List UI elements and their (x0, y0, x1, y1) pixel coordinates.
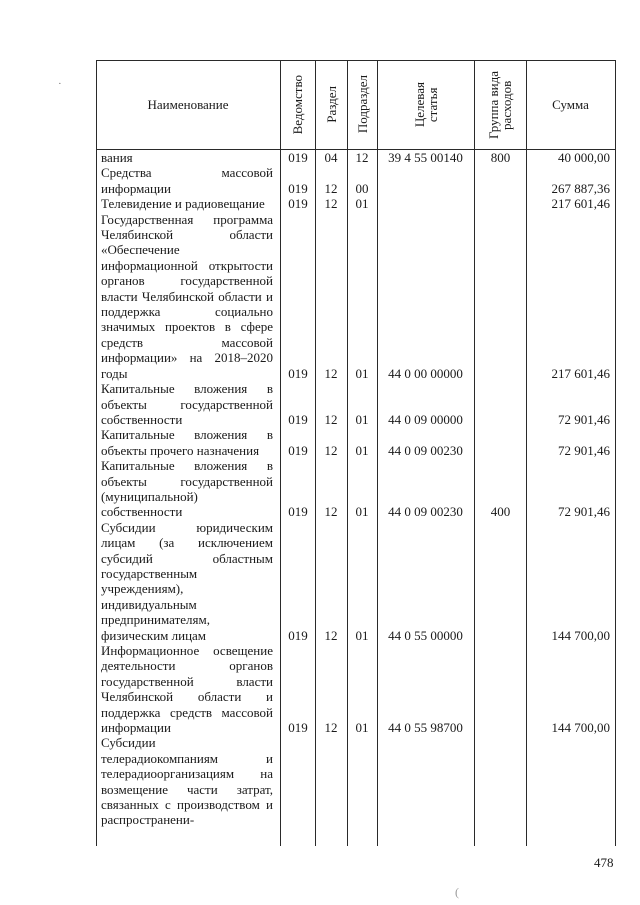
target-article-cell: 39 4 55 00140 (388, 150, 463, 165)
table-row (0, 381, 640, 427)
subsection-code-cell: 01 (355, 411, 369, 427)
table-row (0, 427, 640, 458)
header-razdel: Раздел (323, 86, 339, 123)
subsection-code-cell: 01 (355, 720, 369, 736)
expense-group-cell: 400 (490, 504, 511, 520)
header-name: Наименование (147, 96, 229, 112)
target-article-cell: 44 0 09 00230 (388, 442, 463, 458)
subsection-code-cell: 01 (355, 442, 369, 458)
table-row (0, 212, 640, 381)
page-number: 478 (594, 855, 614, 870)
header-vedomstvo: Ведомство (290, 74, 305, 135)
margin-mark: ( (455, 885, 459, 899)
table-row (0, 735, 640, 827)
agency-code-cell: 019 (288, 442, 308, 458)
section-code-cell: 12 (324, 504, 338, 520)
agency-code-cell: 019 (288, 150, 308, 165)
section-code-cell: 12 (324, 720, 338, 736)
margin-mark: · (58, 78, 62, 90)
amount-cell: 72 901,46 (558, 442, 610, 458)
row-name-cell: Субсидии телерадиокомпаниям и телерадиоорганизациям на возмещение части затрат, связанных с производством и распространени- (101, 735, 273, 828)
row-name-cell: Капитальные вложения в объекты государственной (муниципальной) собственности (101, 458, 273, 520)
header-gruppa-vida-rashodov: Группа вида расходов (486, 70, 514, 139)
section-code-cell: 12 (324, 196, 338, 212)
agency-code-cell: 019 (288, 180, 308, 196)
table-row (0, 165, 640, 196)
table-row (0, 520, 640, 643)
target-article-cell: 44 0 55 98700 (388, 720, 463, 736)
amount-cell: 267 887,36 (551, 180, 610, 196)
table-row (0, 150, 640, 165)
agency-code-cell: 019 (288, 411, 308, 427)
section-code-cell: 12 (324, 365, 338, 381)
section-code-cell: 12 (324, 180, 338, 196)
amount-cell: 217 601,46 (551, 365, 610, 381)
subsection-code-cell: 12 (355, 150, 369, 165)
section-code-cell: 12 (324, 411, 338, 427)
amount-cell: 72 901,46 (558, 504, 610, 520)
subsection-code-cell: 00 (355, 180, 369, 196)
agency-code-cell: 019 (288, 365, 308, 381)
header-podrazdel: Подраздел (354, 75, 370, 134)
table-row (0, 458, 640, 520)
section-code-cell: 12 (324, 627, 338, 643)
row-name-cell: Телевидение и радиовещание (101, 196, 265, 212)
target-article-cell: 44 0 09 00230 (388, 504, 463, 520)
table-row (0, 643, 640, 735)
amount-cell: 40 000,00 (558, 150, 610, 165)
row-name-cell: Государственная программа Челябинской области «Обеспечение информационной открытости органов государственной власти Челябинской области и поддержка социально значимых проектов в сфере средств массовой информации» на 2018–2020 годы (101, 211, 273, 381)
target-article-cell: 44 0 09 00000 (388, 411, 463, 427)
row-name-cell: Капитальные вложения в объекты государственной собственности (101, 381, 273, 427)
table-row (0, 196, 640, 211)
amount-cell: 144 700,00 (551, 627, 610, 643)
subsection-code-cell: 01 (355, 504, 369, 520)
subsection-code-cell: 01 (355, 627, 369, 643)
agency-code-cell: 019 (288, 504, 308, 520)
target-article-cell: 44 0 55 00000 (388, 627, 463, 643)
agency-code-cell: 019 (288, 196, 308, 212)
section-code-cell: 12 (324, 442, 338, 458)
expense-group-cell: 800 (490, 150, 511, 165)
header-celevaya-statya: Целевая статья (411, 81, 440, 128)
row-name-cell: Капитальные вложения в объекты прочего назначения (101, 427, 273, 458)
row-name-cell: Субсидии юридическим лицам (за исключением субсидий областным государственным учреждениям), индивидуальным предпринимателям, физическим лицам (101, 519, 273, 643)
section-code-cell: 04 (324, 150, 338, 165)
row-name-cell: вания (101, 150, 133, 165)
amount-cell: 72 901,46 (558, 411, 610, 427)
subsection-code-cell: 01 (355, 196, 369, 212)
amount-cell: 217 601,46 (551, 196, 610, 212)
row-name-cell: Средства массовой информации (101, 165, 273, 196)
subsection-code-cell: 01 (355, 365, 369, 381)
header-summa: Сумма (552, 96, 589, 112)
amount-cell: 144 700,00 (551, 720, 610, 736)
table-body (0, 150, 640, 828)
row-name-cell: Информационное освещение деятельности органов государственной власти Челябинской области и поддержка средств массовой информации (101, 643, 273, 736)
agency-code-cell: 019 (288, 720, 308, 736)
target-article-cell: 44 0 00 00000 (388, 365, 463, 381)
agency-code-cell: 019 (288, 627, 308, 643)
